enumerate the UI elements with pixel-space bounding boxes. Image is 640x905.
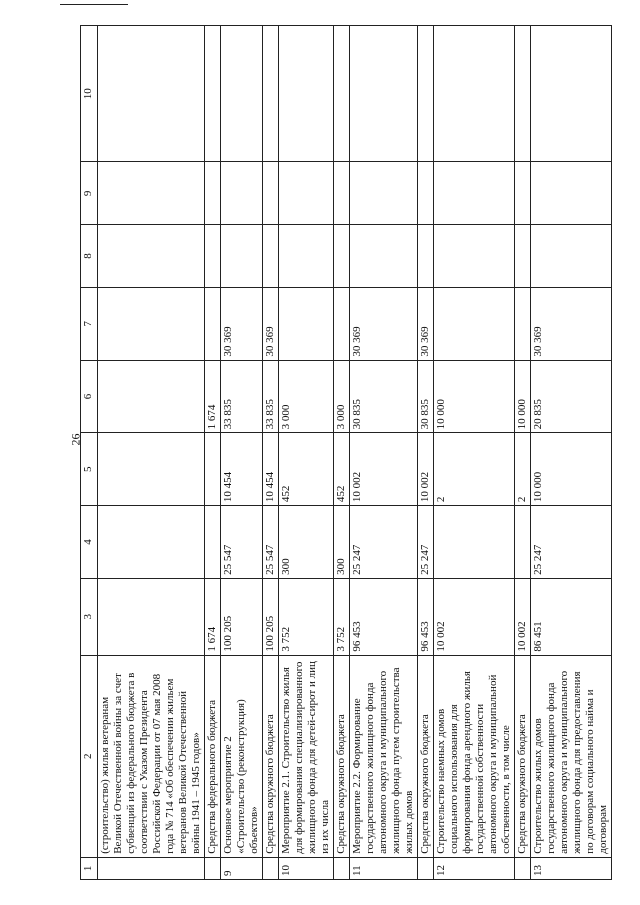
value-cell [98,225,205,288]
value-cell [98,506,205,579]
table-row [515,26,531,880]
row-number-cell: 10 [279,857,334,879]
table-row [263,26,279,880]
value-cell [205,287,221,360]
column-header: 5 [81,433,98,506]
value-cell [434,506,515,579]
value-cell: 10 002 [434,578,515,655]
value-cell [263,162,279,225]
value-cell: 10 454 [221,433,263,506]
value-cell: 10 002 [418,433,434,506]
table-row [98,26,205,880]
value-cell: 1 674 [205,360,221,433]
value-cell: 3 752 [279,578,334,655]
value-cell: 96 453 [418,578,434,655]
description-cell: Средства окружного бюджета [263,655,279,857]
value-cell: 20 835 [531,360,612,433]
value-cell: 25 247 [418,506,434,579]
row-number-cell [263,857,279,879]
value-cell [334,225,350,288]
value-cell: 33 835 [221,360,263,433]
table-row [434,26,515,880]
value-cell: 10 000 [531,433,612,506]
value-cell: 10 000 [515,360,531,433]
value-cell: 25 547 [221,506,263,579]
rotated-table-container [80,25,609,880]
value-cell: 30 369 [418,287,434,360]
column-header: 3 [81,578,98,655]
column-header: 6 [81,360,98,433]
value-cell [434,225,515,288]
value-cell: 30 835 [350,360,418,433]
table-row [205,26,221,880]
value-cell [515,26,531,162]
description-cell: Средства федерального бюджета [205,655,221,857]
column-header: 2 [81,655,98,857]
value-cell: 33 835 [263,360,279,433]
value-cell [263,26,279,162]
value-cell [279,225,334,288]
budget-table [80,25,612,880]
value-cell [531,26,612,162]
description-cell: Мероприятие 2.1. Строительство жилья для формирования специализированного жилищного фонда для детей-сирот и лиц из их числа [279,655,334,857]
value-cell [205,162,221,225]
value-cell: 300 [279,506,334,579]
row-number-cell: 13 [531,857,612,879]
table-row [350,26,418,880]
value-cell [515,287,531,360]
value-cell [98,26,205,162]
row-number-cell [98,857,205,879]
value-cell [98,578,205,655]
row-number-cell [334,857,350,879]
description-cell: Строительство жилых домов государственного жилищного фонда автономного округа и муниципального жилищного фонда для предоставления по договорам социального найма и договорам [531,655,612,857]
value-cell: 3 000 [334,360,350,433]
value-cell: 25 547 [263,506,279,579]
column-header: 10 [81,26,98,162]
description-cell: Основное мероприятие 2 «Строительство (реконструкция) объектов» [221,655,263,857]
value-cell: 86 451 [531,578,612,655]
value-cell: 100 205 [263,578,279,655]
value-cell: 2 [515,433,531,506]
value-cell [515,225,531,288]
column-header: 1 [81,857,98,879]
value-cell [434,26,515,162]
table-row [334,26,350,880]
value-cell [98,287,205,360]
value-cell: 25 247 [350,506,418,579]
column-header: 7 [81,287,98,360]
value-cell: 2 [434,433,515,506]
value-cell: 30 369 [221,287,263,360]
row-number-cell [205,857,221,879]
value-cell: 100 205 [221,578,263,655]
value-cell [418,26,434,162]
value-cell [334,162,350,225]
value-cell: 452 [334,433,350,506]
value-cell: 10 000 [434,360,515,433]
table-row [221,26,263,880]
top-rule [60,4,128,5]
value-cell [334,287,350,360]
description-cell: Средства окружного бюджета [418,655,434,857]
value-cell [531,162,612,225]
value-cell [221,225,263,288]
value-cell [205,433,221,506]
value-cell [221,26,263,162]
description-cell: Строительство наемных домов социального использования для формирования фонда арендного жилья государственной собственности автономного округа и муниципальной собственности, в том числе [434,655,515,857]
row-number-cell [515,857,531,879]
value-cell: 10 002 [515,578,531,655]
value-cell [279,162,334,225]
value-cell: 30 835 [418,360,434,433]
value-cell [434,162,515,225]
column-header: 8 [81,225,98,288]
value-cell [350,162,418,225]
value-cell [531,225,612,288]
value-cell [205,225,221,288]
header-row [81,26,98,880]
value-cell [515,162,531,225]
row-number-cell: 12 [434,857,515,879]
value-cell [263,225,279,288]
value-cell: 1 674 [205,578,221,655]
row-number-cell: 11 [350,857,418,879]
value-cell [205,506,221,579]
value-cell: 10 454 [263,433,279,506]
value-cell: 25 247 [531,506,612,579]
value-cell [350,225,418,288]
value-cell [515,506,531,579]
column-header: 9 [81,162,98,225]
value-cell [418,162,434,225]
description-cell: Мероприятие 2.2. Формирование государственного жилищного фонда автономного округа и муниципального жилищного фонда путем строительства жилых домов [350,655,418,857]
value-cell: 452 [279,433,334,506]
description-cell: Средства окружного бюджета [515,655,531,857]
value-cell [221,162,263,225]
row-number-cell [418,857,434,879]
value-cell: 30 369 [531,287,612,360]
table-row [418,26,434,880]
value-cell: 96 453 [350,578,418,655]
value-cell [205,26,221,162]
page-number: 26 [68,433,83,446]
value-cell [418,225,434,288]
description-cell: (строительство) жилья ветеранам Великой Отечественной войны за счет субвенций из федерального бюджета в соответствии с Указом Президента Российской Федерации от 07 мая 2008 года № 714 «Об обеспечении жильем ветеранов Великой Отечественной войны 1941 – 1945 годов» [98,655,205,857]
value-cell [98,433,205,506]
column-header: 4 [81,506,98,579]
value-cell [279,26,334,162]
value-cell: 300 [334,506,350,579]
value-cell: 10 002 [350,433,418,506]
value-cell [279,287,334,360]
value-cell [334,26,350,162]
table-row [279,26,334,880]
value-cell: 30 369 [263,287,279,360]
value-cell: 3 000 [279,360,334,433]
value-cell: 3 752 [334,578,350,655]
description-cell: Средства окружного бюджета [334,655,350,857]
table-row [531,26,612,880]
value-cell [98,162,205,225]
value-cell [350,26,418,162]
row-number-cell: 9 [221,857,263,879]
value-cell [98,360,205,433]
value-cell [434,287,515,360]
value-cell: 30 369 [350,287,418,360]
